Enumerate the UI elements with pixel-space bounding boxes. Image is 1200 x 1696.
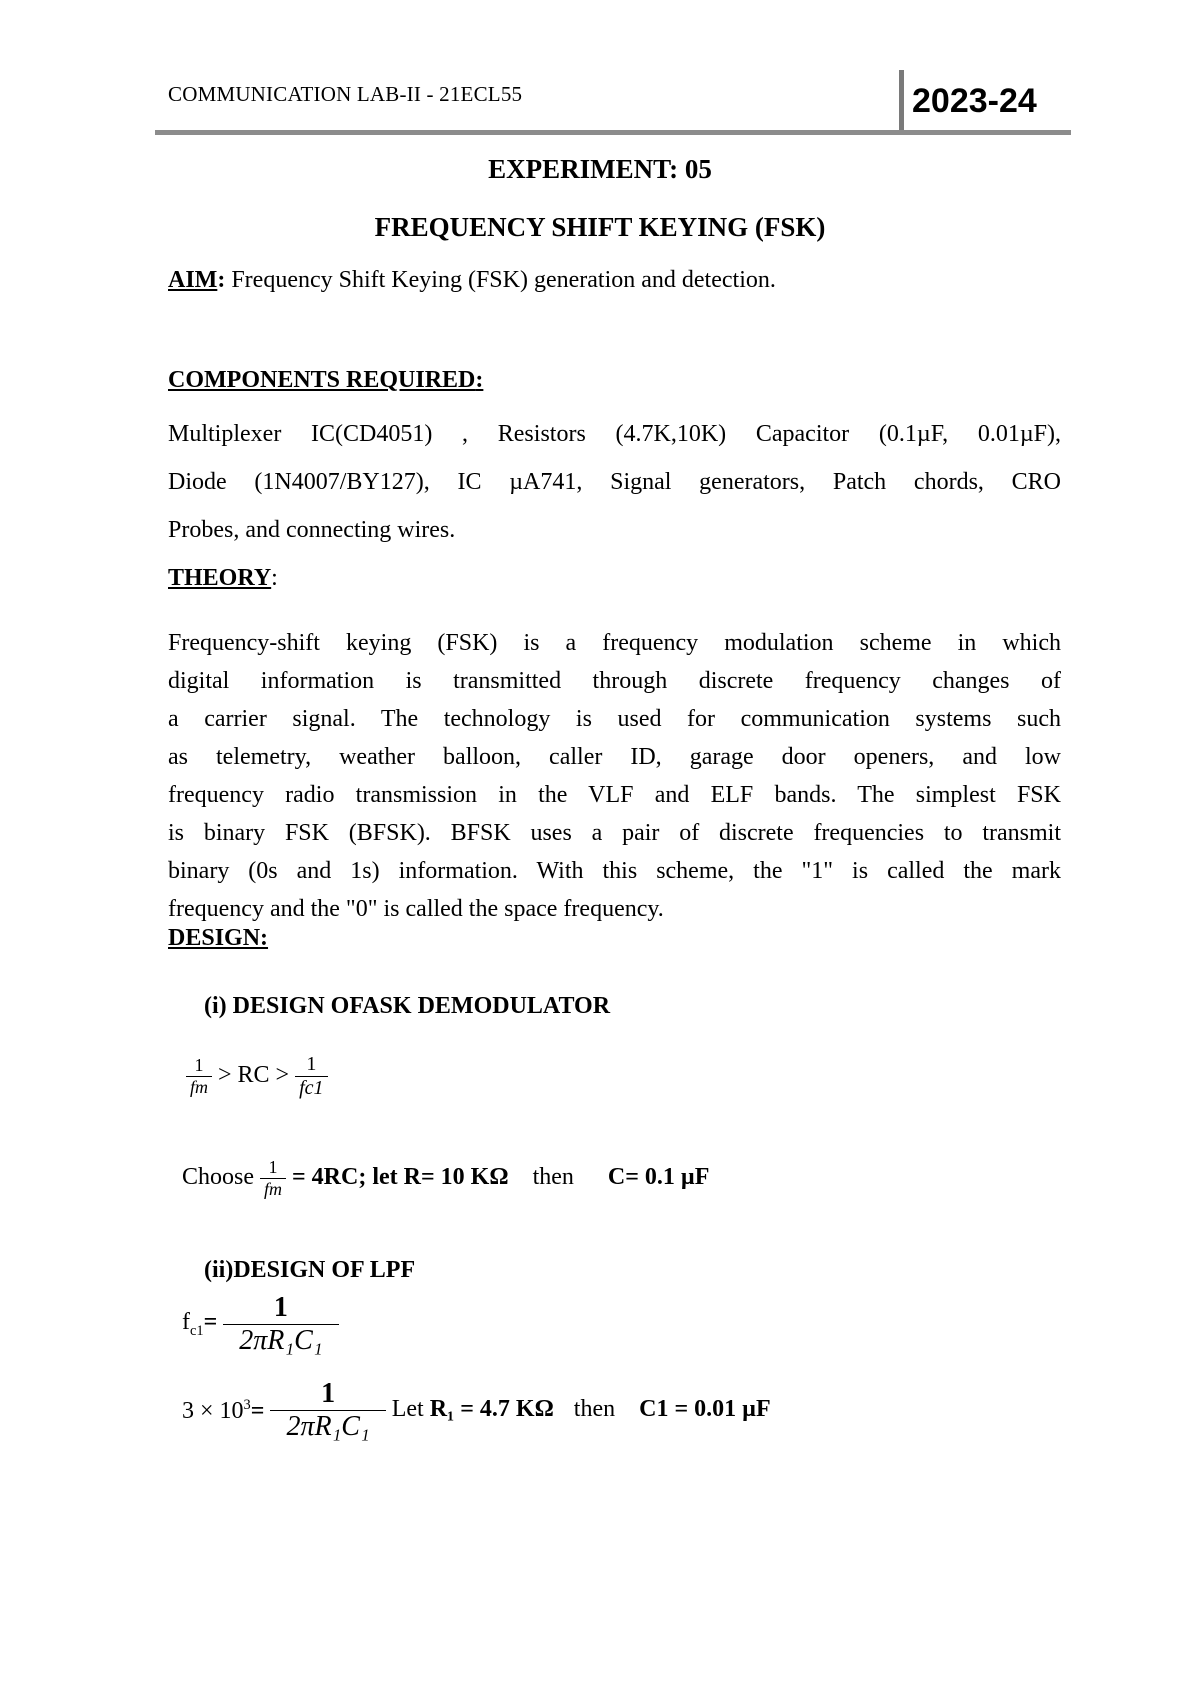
then-word: then (573, 1396, 616, 1423)
components-heading-colon: : (475, 367, 484, 393)
academic-year: 2023-24 (912, 82, 1037, 120)
capacitor-value: C1 = 0.01 µF (639, 1396, 771, 1423)
header-divider-horizontal (155, 130, 1071, 135)
resistor-value: R= 10 KΩ (403, 1164, 509, 1191)
choose-label: Choose (182, 1164, 254, 1191)
equals-sign: = (203, 1309, 218, 1336)
lab-title: COMMUNICATION LAB-II - 21ECL55 (168, 82, 523, 106)
fraction-lpf (223, 1292, 338, 1357)
design-heading: DESIGN: (168, 925, 269, 951)
cutoff-frequency-equation (182, 1292, 339, 1357)
components-line: Diode (1N4007/BY127), IC µA741, Signal generators, Patch chords, CRO (168, 469, 1061, 495)
theory-line: frequency radio transmission in the VLF and ELF bands. The simplest FSK (168, 782, 1061, 808)
fraction-denominator: fm (186, 1076, 212, 1098)
equals-sign: = (250, 1397, 265, 1424)
fraction-1-over-fc1 (295, 1053, 327, 1100)
lpf-design-equation (182, 1378, 771, 1443)
theory-paragraph (168, 624, 1061, 928)
fraction-numerator: 1 (268, 1157, 278, 1177)
fraction-1-over-fm (186, 1055, 212, 1098)
cutoff-symbol: f (182, 1309, 190, 1336)
theory-heading-colon: : (271, 565, 278, 591)
inequality-middle: > RC > (218, 1062, 290, 1089)
fraction-denominator: fc1 (295, 1076, 327, 1100)
fraction-1-over-fm (260, 1157, 286, 1200)
lpf-lhs (182, 1398, 264, 1424)
rc-inequality (186, 1053, 328, 1100)
fraction-denominator: 2πR₁C₁ (270, 1410, 385, 1443)
theory-heading (168, 564, 278, 593)
theory-line: frequency and the "0" is called the space frequency. (168, 896, 664, 922)
theory-line: binary (0s and 1s) information. With this scheme, the "1" is called the mark (168, 858, 1061, 884)
fraction-numerator: 1 (273, 1292, 288, 1323)
theory-line: digital information is transmitted through discrete frequency changes of (168, 668, 1061, 694)
theory-line: Frequency-shift keying (FSK) is a frequency modulation scheme in which (168, 630, 1061, 656)
components-line: Multiplexer IC(CD4051) , Resistors (4.7K,10K) Capacitor (0.1µF, 0.01µF), (168, 421, 1061, 447)
let-word: Let (391, 1396, 424, 1423)
aim-text: Frequency Shift Keying (FSK) generation and detection. (225, 267, 776, 293)
theory-heading-label: THEORY (168, 565, 272, 591)
aim-section (168, 266, 776, 295)
fraction-denominator: 2πR₁C₁ (223, 1324, 338, 1357)
design-demodulator-heading: (i) DESIGN OFASK DEMODULATOR (204, 993, 611, 1019)
fraction-numerator: 1 (194, 1055, 204, 1075)
fraction-denominator: fm (260, 1178, 286, 1200)
theory-line: a carrier signal. The technology is used for communication systems such (168, 706, 1061, 732)
exponent: 3 (243, 1396, 251, 1413)
cutoff-lhs (182, 1309, 218, 1339)
fraction-lpf (270, 1378, 385, 1443)
design-lpf-heading: (ii)DESIGN OF LPF (204, 1257, 416, 1283)
fraction-numerator: 1 (321, 1378, 336, 1409)
aim-colon: : (217, 267, 226, 293)
experiment-number: EXPERIMENT: 05 (488, 154, 712, 184)
components-heading-label: COMPONENTS REQUIRED (168, 367, 476, 393)
components-line: Probes, and connecting wires. (168, 517, 456, 543)
choose-equation (182, 1157, 709, 1200)
then-word: then (532, 1164, 574, 1191)
resistor-value: R₁ = 4.7 KΩ (429, 1396, 554, 1423)
theory-line: is binary FSK (BFSK). BFSK uses a pair of discrete frequencies to transmit (168, 820, 1061, 846)
experiment-title: FREQUENCY SHIFT KEYING (FSK) (374, 212, 826, 242)
aim-label: AIM (168, 267, 218, 293)
components-list (168, 410, 1061, 554)
header-divider-vertical (899, 70, 904, 134)
theory-line: as telemetry, weather balloon, caller ID, garage door openers, and low (168, 744, 1061, 770)
capacitor-value: C= 0.1 µF (607, 1164, 710, 1191)
frequency-value: 3 × 10 (182, 1397, 244, 1424)
choose-relation: = 4RC; let (292, 1164, 398, 1191)
cutoff-subscript: c1 (190, 1322, 204, 1339)
fraction-numerator: 1 (306, 1053, 317, 1075)
components-heading (168, 366, 483, 395)
